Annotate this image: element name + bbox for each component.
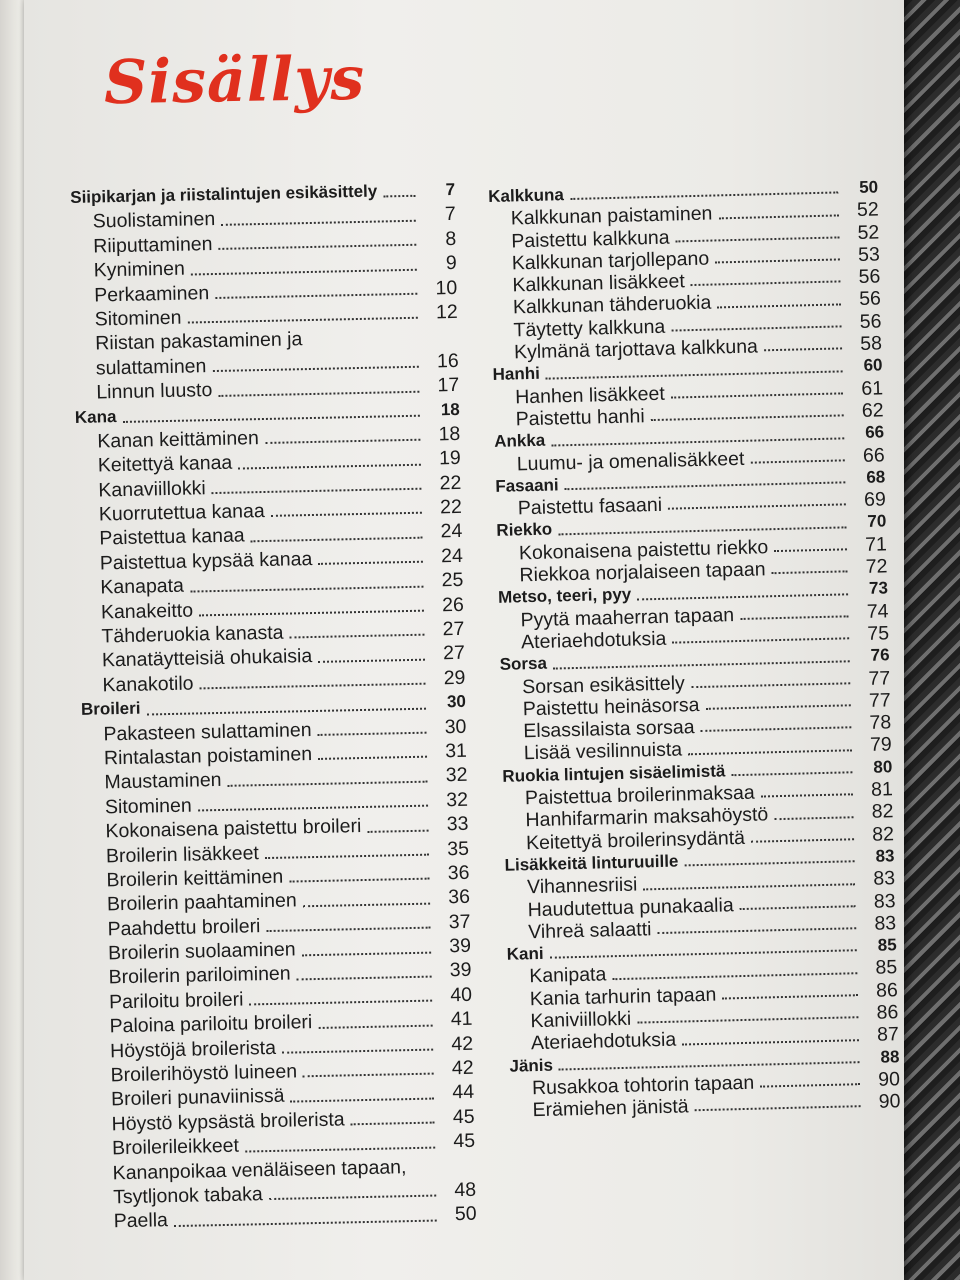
toc-page-number: 32 bbox=[446, 788, 469, 812]
toc-entry-label: Kanipata bbox=[529, 963, 607, 988]
toc-entry-label: Hanhifarmarin maksahöystö bbox=[525, 803, 769, 832]
dot-leader bbox=[265, 854, 429, 859]
toc-entry-label: Tsytljonok tabaka bbox=[112, 1183, 263, 1209]
dot-leader bbox=[559, 1061, 859, 1070]
dot-leader bbox=[668, 504, 846, 510]
dot-leader bbox=[190, 585, 423, 592]
dot-leader bbox=[546, 370, 843, 379]
toc-page-number: 22 bbox=[439, 471, 462, 494]
toc-page-number: 58 bbox=[860, 332, 883, 356]
toc-page-number: 26 bbox=[441, 593, 465, 616]
toc-page-number: 79 bbox=[869, 733, 893, 757]
toc-page-number: 31 bbox=[444, 739, 468, 763]
toc-entry-label: Metso, teeri, pyy bbox=[497, 584, 632, 608]
dot-leader bbox=[761, 794, 853, 798]
toc-page-number: 60 bbox=[863, 355, 883, 376]
toc-page-number: 33 bbox=[446, 812, 469, 836]
toc-page-number: 76 bbox=[870, 645, 890, 666]
dot-leader bbox=[200, 683, 426, 690]
toc-page-number: 83 bbox=[875, 846, 895, 866]
dot-leader bbox=[318, 756, 427, 760]
toc-page-number: 7 bbox=[445, 179, 456, 200]
dot-leader bbox=[718, 214, 838, 219]
toc-entry-label: Paistettua broilerinmaksaa bbox=[524, 781, 755, 810]
toc-page-number: 52 bbox=[857, 221, 880, 244]
dot-leader bbox=[221, 220, 416, 226]
toc-entry-label: Kalkkuna bbox=[488, 185, 565, 206]
dot-leader bbox=[740, 905, 856, 910]
dot-leader bbox=[212, 488, 422, 494]
dot-leader bbox=[558, 526, 846, 535]
dot-leader bbox=[750, 459, 844, 463]
toc-page-number: 24 bbox=[440, 544, 464, 568]
toc-page-number: 74 bbox=[866, 599, 889, 623]
toc-page-number: 80 bbox=[873, 757, 893, 777]
toc-entry-label: Keitettyä kanaa bbox=[97, 451, 233, 477]
toc-page-number: 56 bbox=[858, 287, 882, 311]
toc-entry-label: Broileri bbox=[80, 698, 141, 720]
dot-leader bbox=[123, 415, 420, 423]
toc-page-number: 45 bbox=[453, 1129, 476, 1153]
dot-leader bbox=[676, 236, 840, 242]
dot-leader bbox=[671, 325, 841, 331]
toc-entry-label: Pakasteen sulattaminen bbox=[103, 718, 312, 745]
toc-page-number: 30 bbox=[446, 692, 467, 712]
dot-leader bbox=[383, 195, 415, 198]
toc-page-number: 69 bbox=[863, 488, 887, 512]
dot-leader bbox=[303, 1073, 434, 1078]
toc-entry-label: Kuorrutettua kanaa bbox=[98, 500, 265, 526]
toc-entry-label: Kalkkunan tarjollepano bbox=[511, 247, 710, 275]
dot-leader bbox=[691, 682, 850, 688]
toc-entry-label: Keitettyä broilerinsydäntä bbox=[525, 826, 746, 854]
toc-page-number: 27 bbox=[442, 642, 466, 665]
toc-entry-label: Paahdettu broileri bbox=[107, 914, 261, 941]
toc-page-number: 53 bbox=[857, 243, 881, 266]
toc-entry-label: Kalkkunan paistaminen bbox=[510, 202, 713, 230]
toc-entry-label: Vihannesriisi bbox=[526, 873, 638, 899]
toc-page-number: 27 bbox=[442, 617, 465, 641]
toc-entry-label: Hanhi bbox=[492, 364, 541, 385]
dot-leader bbox=[218, 390, 419, 396]
toc-entry-label: Ateriaehdotuksia bbox=[520, 627, 667, 654]
toc-entry-label: Paella bbox=[113, 1209, 169, 1233]
dot-leader bbox=[688, 749, 852, 755]
toc-page-number: 30 bbox=[444, 715, 467, 738]
toc-entry-label: Jänis bbox=[509, 1055, 554, 1076]
dot-leader bbox=[282, 1049, 433, 1054]
dot-leader bbox=[643, 883, 855, 890]
dot-leader bbox=[198, 805, 428, 812]
dot-leader bbox=[551, 437, 844, 446]
toc-entry-label: Linnun luusto bbox=[96, 379, 213, 404]
toc-entry-label: Riekko bbox=[496, 519, 553, 541]
toc-page-number: 70 bbox=[867, 511, 887, 532]
toc-entry-label: Vihreä salaatti bbox=[527, 918, 652, 944]
toc-entry-label: Kania tarhurin tapaan bbox=[529, 983, 717, 1010]
toc-page-number: 90 bbox=[878, 1090, 901, 1113]
dot-leader bbox=[188, 317, 418, 324]
toc-page-number: 62 bbox=[861, 399, 884, 422]
toc-entry-label: Kaniviillokki bbox=[530, 1007, 632, 1033]
toc-entry-label: Elsassilaista sorsaa bbox=[523, 716, 695, 743]
dot-leader bbox=[245, 1146, 435, 1152]
dot-leader bbox=[612, 972, 857, 980]
toc-entry-label: Fasaani bbox=[495, 475, 559, 496]
toc-entry-label: Broilerin suolaaminen bbox=[107, 938, 296, 965]
toc-entry-label: Paistettua kypsää kanaa bbox=[99, 547, 313, 575]
toc-page-number: 56 bbox=[859, 310, 882, 333]
toc-page-number: 86 bbox=[875, 978, 899, 1002]
toc-entry-label: Broilerin keittäminen bbox=[106, 865, 284, 892]
dot-leader bbox=[269, 1195, 436, 1201]
toc-entry-label: Höystöjä broilerista bbox=[109, 1036, 277, 1063]
toc-page-number: 7 bbox=[444, 203, 456, 226]
dot-leader bbox=[772, 571, 848, 575]
toc-entry-label: Broilerihöystö luineen bbox=[110, 1060, 298, 1087]
toc-page-number: 50 bbox=[858, 177, 879, 197]
dot-leader bbox=[199, 610, 424, 617]
toc-entry-label: Broilerin lisäkkeet bbox=[105, 841, 260, 867]
dot-leader bbox=[682, 1039, 859, 1045]
dot-leader bbox=[740, 615, 848, 620]
dot-leader bbox=[367, 829, 428, 832]
toc-page-number: 39 bbox=[449, 934, 472, 958]
toc-entry-label: Rintalastan poistaminen bbox=[103, 743, 313, 770]
dot-leader bbox=[684, 860, 854, 866]
dot-leader bbox=[228, 780, 428, 786]
toc-entry-label: Höystö kypsästä broilerista bbox=[111, 1108, 345, 1136]
dot-leader bbox=[290, 634, 425, 639]
toc-page-number: 66 bbox=[862, 443, 885, 467]
dot-leader bbox=[265, 439, 420, 444]
toc-page-number: 82 bbox=[871, 822, 895, 846]
toc-page-number: 86 bbox=[876, 1001, 899, 1024]
toc-entry-label: Kanatäytteisiä ohukaisia bbox=[101, 645, 313, 672]
toc-page-number: 81 bbox=[870, 778, 894, 801]
toc-page-number: 61 bbox=[861, 377, 884, 400]
dot-leader bbox=[191, 268, 417, 275]
dot-leader bbox=[553, 660, 850, 669]
toc-entry-label: Riiputtaminen bbox=[93, 232, 213, 258]
toc-page-number: 19 bbox=[438, 447, 462, 470]
toc-page-number: 37 bbox=[448, 910, 471, 933]
toc-entry-label: Sitominen bbox=[94, 306, 182, 331]
toc-page-number: 8 bbox=[445, 227, 457, 250]
toc-entry-label: Kokonaisena paistettu broileri bbox=[105, 815, 362, 843]
toc-entry-label: Kalkkunan lisäkkeet bbox=[512, 270, 686, 297]
dot-leader bbox=[302, 951, 431, 956]
dot-leader bbox=[215, 293, 417, 299]
toc-right-column bbox=[488, 176, 901, 1122]
toc-page-number: 83 bbox=[873, 867, 896, 890]
toc-entry-label: Paistettua kanaa bbox=[99, 524, 245, 550]
toc-page-number: 25 bbox=[441, 569, 464, 592]
dot-leader bbox=[303, 902, 430, 907]
toc-page-number: 48 bbox=[454, 1178, 477, 1202]
toc-page-number: 42 bbox=[451, 1032, 474, 1055]
toc-entry-label: Hanhen lisäkkeet bbox=[514, 382, 665, 409]
toc-entry-label: Kanakeitto bbox=[100, 599, 194, 624]
toc-page-number: 83 bbox=[874, 912, 897, 935]
toc-entry-label: Pyytä maaherran tapaan bbox=[520, 603, 735, 631]
toc-entry-label: Ruokia lintujen sisäelimistä bbox=[502, 761, 726, 786]
toc-page-number: 78 bbox=[869, 711, 892, 734]
dot-leader bbox=[266, 927, 430, 932]
toc-entry-label: Täytetty kalkkuna bbox=[513, 315, 666, 342]
toc-entry-label: Broileri punaviinissä bbox=[110, 1085, 285, 1111]
toc-entry-label: Kokonaisena paistettu riekko bbox=[518, 536, 769, 565]
toc-entry-label: Broilerileikkeet bbox=[111, 1134, 240, 1160]
toc-page-number: 29 bbox=[443, 666, 466, 690]
dot-leader bbox=[671, 392, 843, 398]
dot-leader bbox=[271, 512, 422, 517]
toc-entry-label: Ateriaehdotuksia bbox=[530, 1028, 677, 1055]
toc-page-number: 41 bbox=[450, 1008, 473, 1031]
dot-leader bbox=[318, 732, 427, 736]
toc-page-number: 82 bbox=[871, 800, 894, 824]
dot-leader bbox=[308, 343, 418, 345]
toc-entry-label: Paistettu hanhi bbox=[515, 405, 645, 431]
toc-entry-label: Kyniminen bbox=[93, 257, 186, 282]
toc-entry-label: Riistan pakastaminen ja bbox=[95, 328, 303, 355]
toc-entry-label: Haudutettua punakaalia bbox=[527, 893, 734, 921]
toc-entry-label: Kanapata bbox=[100, 574, 185, 599]
dot-leader bbox=[651, 415, 844, 422]
toc-entry-label: Paloina pariloitu broileri bbox=[109, 1011, 313, 1038]
toc-entry-label: Paistettu kalkkuna bbox=[511, 226, 670, 253]
toc-page-number: 39 bbox=[449, 959, 472, 982]
dot-leader bbox=[570, 192, 838, 201]
toc-entry-label: Erämiehen jänistä bbox=[532, 1095, 689, 1122]
toc-page-number: 50 bbox=[454, 1203, 477, 1226]
toc-page-number: 88 bbox=[880, 1046, 900, 1067]
toc-page-number: 44 bbox=[452, 1081, 475, 1104]
toc-page-number: 16 bbox=[436, 349, 459, 373]
toc-page-number: 40 bbox=[450, 983, 473, 1007]
dot-leader bbox=[147, 707, 426, 715]
toc-page-number: 83 bbox=[873, 889, 896, 913]
toc-entry-label: Tähderuokia kanasta bbox=[101, 621, 284, 648]
dot-leader bbox=[774, 816, 853, 820]
dot-leader bbox=[318, 1024, 432, 1028]
dot-leader bbox=[751, 838, 854, 843]
toc-entry-label: Siipikarjan ja riistalintujen esikäsittely bbox=[70, 181, 378, 207]
toc-entry-label: Kanaviillokki bbox=[98, 476, 206, 502]
toc-entry-label: Lisäkkeitä linturuuille bbox=[504, 851, 679, 875]
toc-entry-label: Paistettu heinäsorsa bbox=[522, 693, 700, 721]
toc-page-number: 17 bbox=[437, 374, 460, 397]
toc-page-number: 77 bbox=[868, 689, 891, 712]
dot-leader bbox=[717, 303, 841, 308]
dot-leader bbox=[212, 366, 418, 372]
toc-entry-label: Paistettu fasaani bbox=[517, 494, 663, 520]
toc-entry-label: Ankka bbox=[494, 430, 546, 452]
page-title: Sisällys bbox=[103, 43, 366, 119]
dot-leader bbox=[351, 1122, 435, 1126]
dot-leader bbox=[318, 658, 425, 662]
dot-leader bbox=[715, 259, 840, 264]
toc-entry-label: Kylmänä tarjottava kalkkuna bbox=[513, 335, 759, 364]
dot-leader bbox=[318, 561, 423, 565]
toc-entry-label: Pariloitu broileri bbox=[108, 988, 244, 1014]
toc-page-number: 35 bbox=[447, 837, 470, 860]
dot-leader bbox=[764, 348, 842, 352]
dot-leader bbox=[637, 1016, 858, 1023]
toc-entry-label: Broilerin pariloiminen bbox=[108, 963, 291, 989]
toc-entry-label: Kanan keittäminen bbox=[97, 426, 260, 453]
toc-page-number: 10 bbox=[435, 276, 458, 299]
dot-leader bbox=[658, 927, 857, 934]
toc-page-number: 90 bbox=[877, 1068, 901, 1091]
toc-page-number: 42 bbox=[451, 1056, 474, 1080]
toc-page-number: 52 bbox=[856, 198, 879, 222]
dot-leader bbox=[672, 638, 849, 644]
dot-leader bbox=[250, 1000, 433, 1006]
toc-entry-label: Maustaminen bbox=[104, 769, 222, 794]
toc-entry-label: Riekkoa norjalaiseen tapaan bbox=[519, 558, 766, 587]
toc-entry-label: sulattaminen bbox=[95, 354, 207, 380]
toc-page-number: 12 bbox=[435, 300, 458, 324]
toc-page-number: 87 bbox=[876, 1023, 900, 1047]
toc-page-number: 9 bbox=[445, 252, 457, 275]
toc-entry-label: Kani bbox=[506, 943, 544, 964]
dot-leader bbox=[174, 1219, 437, 1227]
dot-leader bbox=[219, 244, 417, 250]
toc-page-number: 45 bbox=[452, 1105, 475, 1129]
toc-entry-label: Sorsan esikäsittely bbox=[521, 671, 686, 698]
toc-page-number: 73 bbox=[868, 578, 889, 599]
toc-entry-label: Kana bbox=[74, 406, 117, 427]
dot-leader bbox=[691, 281, 841, 287]
toc-entry-label: Sorsa bbox=[499, 653, 548, 675]
toc-page-number: 22 bbox=[439, 495, 463, 519]
toc-page-number: 18 bbox=[438, 422, 461, 446]
toc-page-number: 24 bbox=[440, 520, 463, 543]
toc-left-column bbox=[70, 178, 477, 1235]
toc-entry-label: Broilerin paahtaminen bbox=[106, 889, 297, 916]
dot-leader bbox=[550, 950, 857, 960]
dot-leader bbox=[760, 1083, 860, 1087]
dot-leader bbox=[774, 548, 847, 552]
toc-page-number: 18 bbox=[440, 399, 460, 419]
toc-entry-label: Kanakotilo bbox=[102, 672, 194, 697]
toc-page-number: 77 bbox=[868, 666, 891, 690]
dot-leader bbox=[238, 463, 421, 469]
toc-entry-label: Lisää vesilinnuista bbox=[523, 738, 683, 765]
dot-leader bbox=[289, 878, 429, 883]
toc-entry-label: Rusakkoa tohtorin tapaan bbox=[531, 1071, 755, 1100]
dot-leader bbox=[297, 975, 432, 980]
toc-entry-label: Perkaaminen bbox=[94, 281, 210, 307]
toc-entry-label: Kananpoikaa venäläiseen tapaan, bbox=[112, 1155, 407, 1184]
toc-page-number: 68 bbox=[866, 467, 886, 487]
dot-leader bbox=[565, 482, 846, 491]
toc-page-number: 32 bbox=[445, 764, 468, 787]
dot-leader bbox=[251, 537, 423, 543]
toc-page-number: 66 bbox=[864, 422, 885, 443]
dot-leader bbox=[706, 704, 851, 710]
toc-entry-label: Suolistaminen bbox=[92, 208, 216, 233]
dot-leader bbox=[637, 593, 848, 600]
toc-page-number: 71 bbox=[864, 533, 888, 556]
toc-page-number: 72 bbox=[865, 555, 888, 578]
dot-leader bbox=[291, 1097, 435, 1102]
toc-page-number: 36 bbox=[448, 886, 471, 909]
toc-entry-label: Sitominen bbox=[104, 794, 192, 819]
toc-entry-label: Luumu- ja omenalisäkkeet bbox=[516, 447, 745, 475]
dot-leader bbox=[701, 727, 852, 733]
toc-page-number: 75 bbox=[867, 622, 890, 645]
toc-page-number: 85 bbox=[875, 956, 898, 980]
dot-leader bbox=[731, 771, 852, 776]
toc-page-number: 56 bbox=[858, 265, 881, 289]
toc-entry-label: Kalkkunan tähderuokia bbox=[512, 292, 712, 319]
toc-page-number: 85 bbox=[877, 935, 897, 955]
dot-leader bbox=[722, 994, 858, 999]
toc-page-number: 36 bbox=[447, 861, 470, 885]
dot-leader bbox=[695, 1106, 861, 1112]
